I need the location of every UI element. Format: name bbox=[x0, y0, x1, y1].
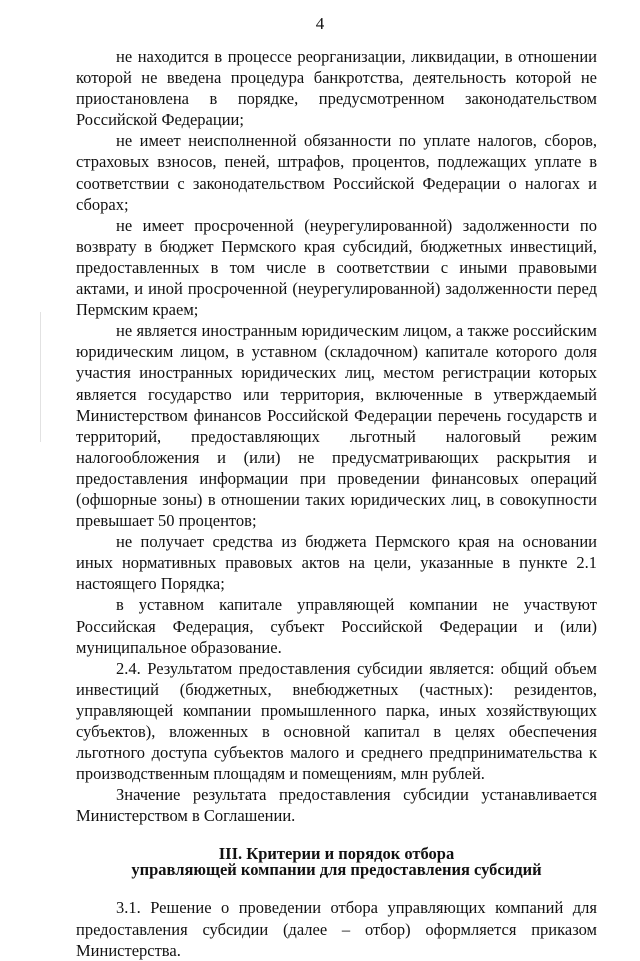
scan-margin-mark bbox=[40, 312, 41, 442]
paragraph: не находится в процессе реорганизации, ликвидации, в отношении которой не введена процедура банкротства, деятельность которой не приостановлена в порядке, предусмотренном законодательством Российской Федерации; bbox=[76, 47, 597, 130]
paragraph: в уставном капитале управляющей компании не участвуют Российская Федерация, субъект Российской Федерации и (или) муниципальное образование. bbox=[76, 595, 597, 657]
paragraph: 3.1. Решение о проведении отбора управляющих компаний для предоставления субсидии (далее – отбор) оформляется приказом Министерства. bbox=[76, 898, 597, 960]
paragraph: Значение результата предоставления субсидии устанавливается Министерством в Соглашении. bbox=[76, 785, 597, 826]
document-body bbox=[76, 46, 597, 961]
section-heading-line2: управляющей компании для предоставления субсидий bbox=[131, 860, 542, 880]
paragraph: 2.4. Результатом предоставления субсидии является: общий объем инвестиций (бюджетных, внебюджетных (частных): резидентов, управляющей компании промышленного парка, иных хозяйствующих субъектов), вложенных в основной капитал в целях обеспечения льготного доступа субъектов малого и среднего предпринимательства к производственным площадям и помещениям, млн рублей. bbox=[76, 658, 597, 784]
section-heading-line1: III. Критерии и порядок отбора bbox=[218, 844, 455, 864]
paragraph: не имеет просроченной (неурегулированной) задолженности по возврату в бюджет Пермского края субсидий, бюджетных инвестиций, предоставленных в том числе в соответствии с иными правовыми актами, и иной просроченной (неурегулированной) задолженности перед Пермским краем; bbox=[76, 215, 597, 320]
section-heading bbox=[76, 846, 597, 878]
paragraph: не имеет неисполненной обязанности по уплате налогов, сборов, страховых взносов, пеней, штрафов, процентов, подлежащих уплате в соответствии с законодательством Российской Федерации о налогах и сборах; bbox=[76, 131, 597, 214]
page-number: 4 bbox=[315, 14, 325, 33]
paragraph: не является иностранным юридическим лицом, а также российским юридическим лицом, в уставном (складочном) капитале которого доля участия иностранных юридических лиц, местом регистрации которых является государство или территория, включенные в утверждаемый Министерством финансов Российской Федерации перечень государств и территорий, предоставляющих льготный налоговый режим налогообложения и (или) не предусматривающих раскрытия и предоставления информации при проведении финансовых операций (офшорные зоны) в отношении таких юридических лиц, в совокупности превышает 50 процентов; bbox=[76, 321, 597, 531]
paragraph: не получает средства из бюджета Пермского края на основании иных нормативных правовых актов на цели, указанные в пункте 2.1 настоящего Порядка; bbox=[76, 532, 597, 594]
